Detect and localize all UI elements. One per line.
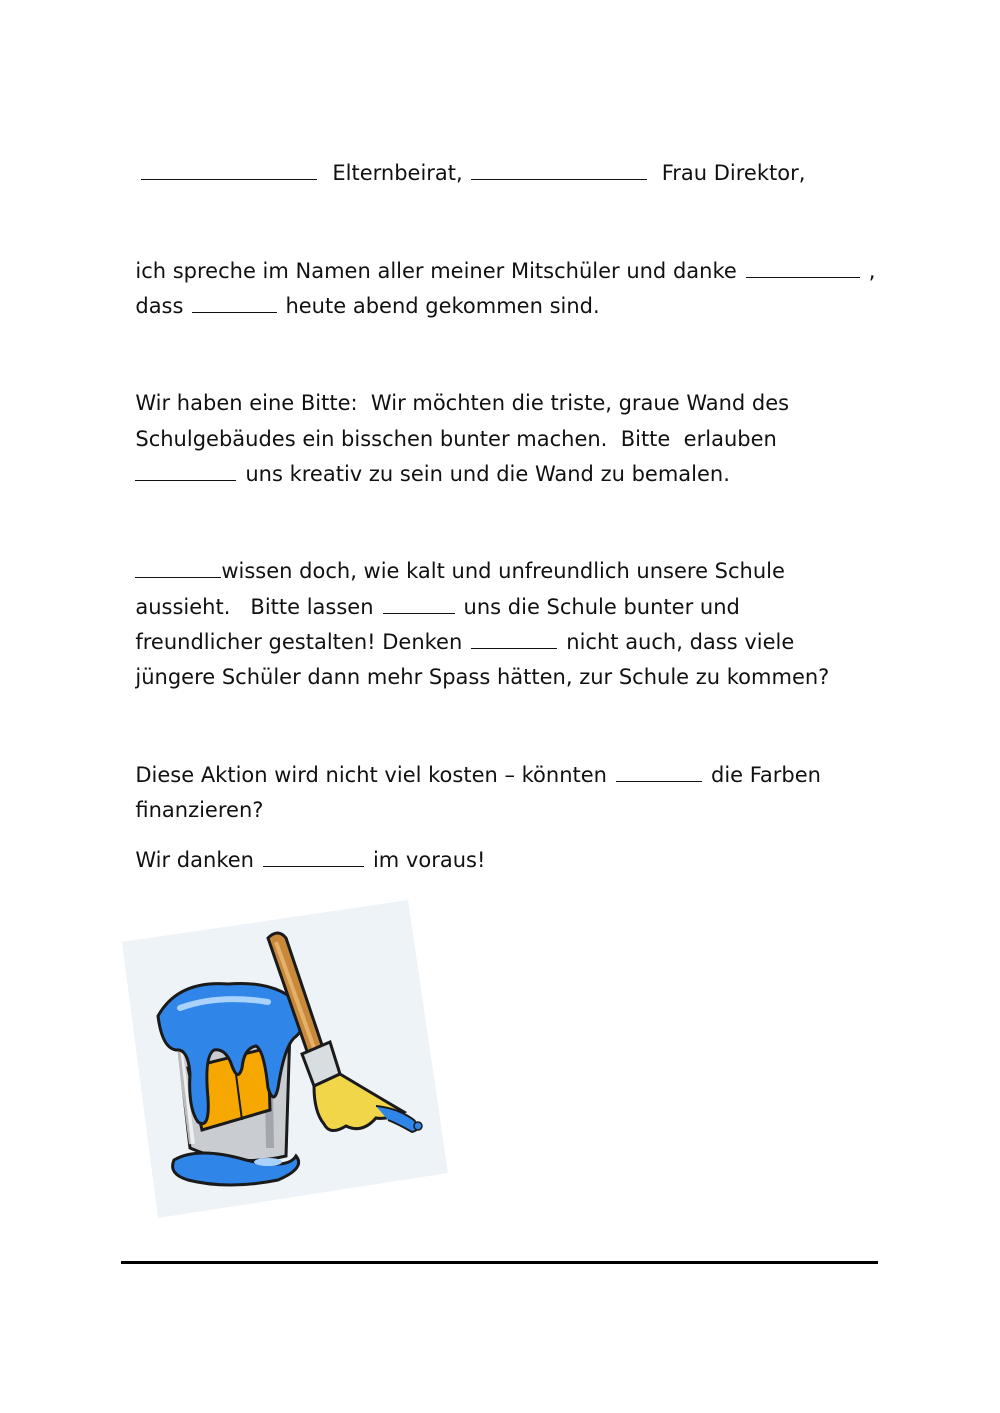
p4-text-1a: Diese Aktion wird nicht viel kosten – könnten xyxy=(135,763,607,787)
blank-p1-2[interactable] xyxy=(192,292,277,313)
p5-line-1 xyxy=(122,808,485,878)
p2-text-3: uns kreativ zu sein und die Wand zu bemalen. xyxy=(245,462,730,486)
p4-text-1b: die Farben xyxy=(711,763,821,787)
p3-text-4: jüngere Schüler dann mehr Spass hätten, zur Schule zu kommen? xyxy=(135,665,830,689)
blank-p4-1[interactable] xyxy=(616,761,702,782)
p1-line-2 xyxy=(122,254,600,324)
p3-text-2b: uns die Schule bunter und xyxy=(463,595,740,619)
salutation-line xyxy=(128,121,805,191)
p1-text-2a: dass xyxy=(135,294,184,318)
p3-text-1: wissen doch, wie kalt und unfreundlich unsere Schule xyxy=(221,559,785,583)
p1-text-2b: heute abend gekommen sind. xyxy=(285,294,600,318)
p1-comma: , xyxy=(868,259,876,283)
p5-text-1b: im voraus! xyxy=(372,848,486,872)
blank-salutation-1[interactable] xyxy=(141,159,317,180)
p1-text-1: ich spreche im Namen aller meiner Mitschüler und danke xyxy=(135,259,737,283)
salutation-word-elternbeirat: Elternbeirat, xyxy=(332,161,463,185)
p2-line-3 xyxy=(122,422,730,492)
blank-p1-1[interactable] xyxy=(746,257,860,278)
salutation-word-frau-direktor: Frau Direktor, xyxy=(661,161,806,185)
p2-text-2: Schulgebäudes ein bisschen bunter machen. Bitte erlauben xyxy=(135,427,777,451)
p5-text-1a: Wir danken xyxy=(135,848,254,872)
blank-p5-1[interactable] xyxy=(263,846,364,867)
p3-text-2a: aussieht. Bitte lassen xyxy=(135,595,374,619)
p3-text-3a: freundlicher gestalten! Denken xyxy=(135,630,463,654)
p3-line-4 xyxy=(122,625,829,695)
paint-bucket-and-brush-icon xyxy=(118,898,453,1220)
blank-salutation-2[interactable] xyxy=(471,159,647,180)
p4-text-2: finanzieren? xyxy=(135,798,264,822)
blank-p2-1[interactable] xyxy=(135,460,236,481)
signature-line[interactable] xyxy=(121,1261,878,1264)
p3-text-3b: nicht auch, dass viele xyxy=(566,630,795,654)
p2-text-1: Wir haben eine Bitte: Wir möchten die triste, graue Wand des xyxy=(135,391,790,415)
